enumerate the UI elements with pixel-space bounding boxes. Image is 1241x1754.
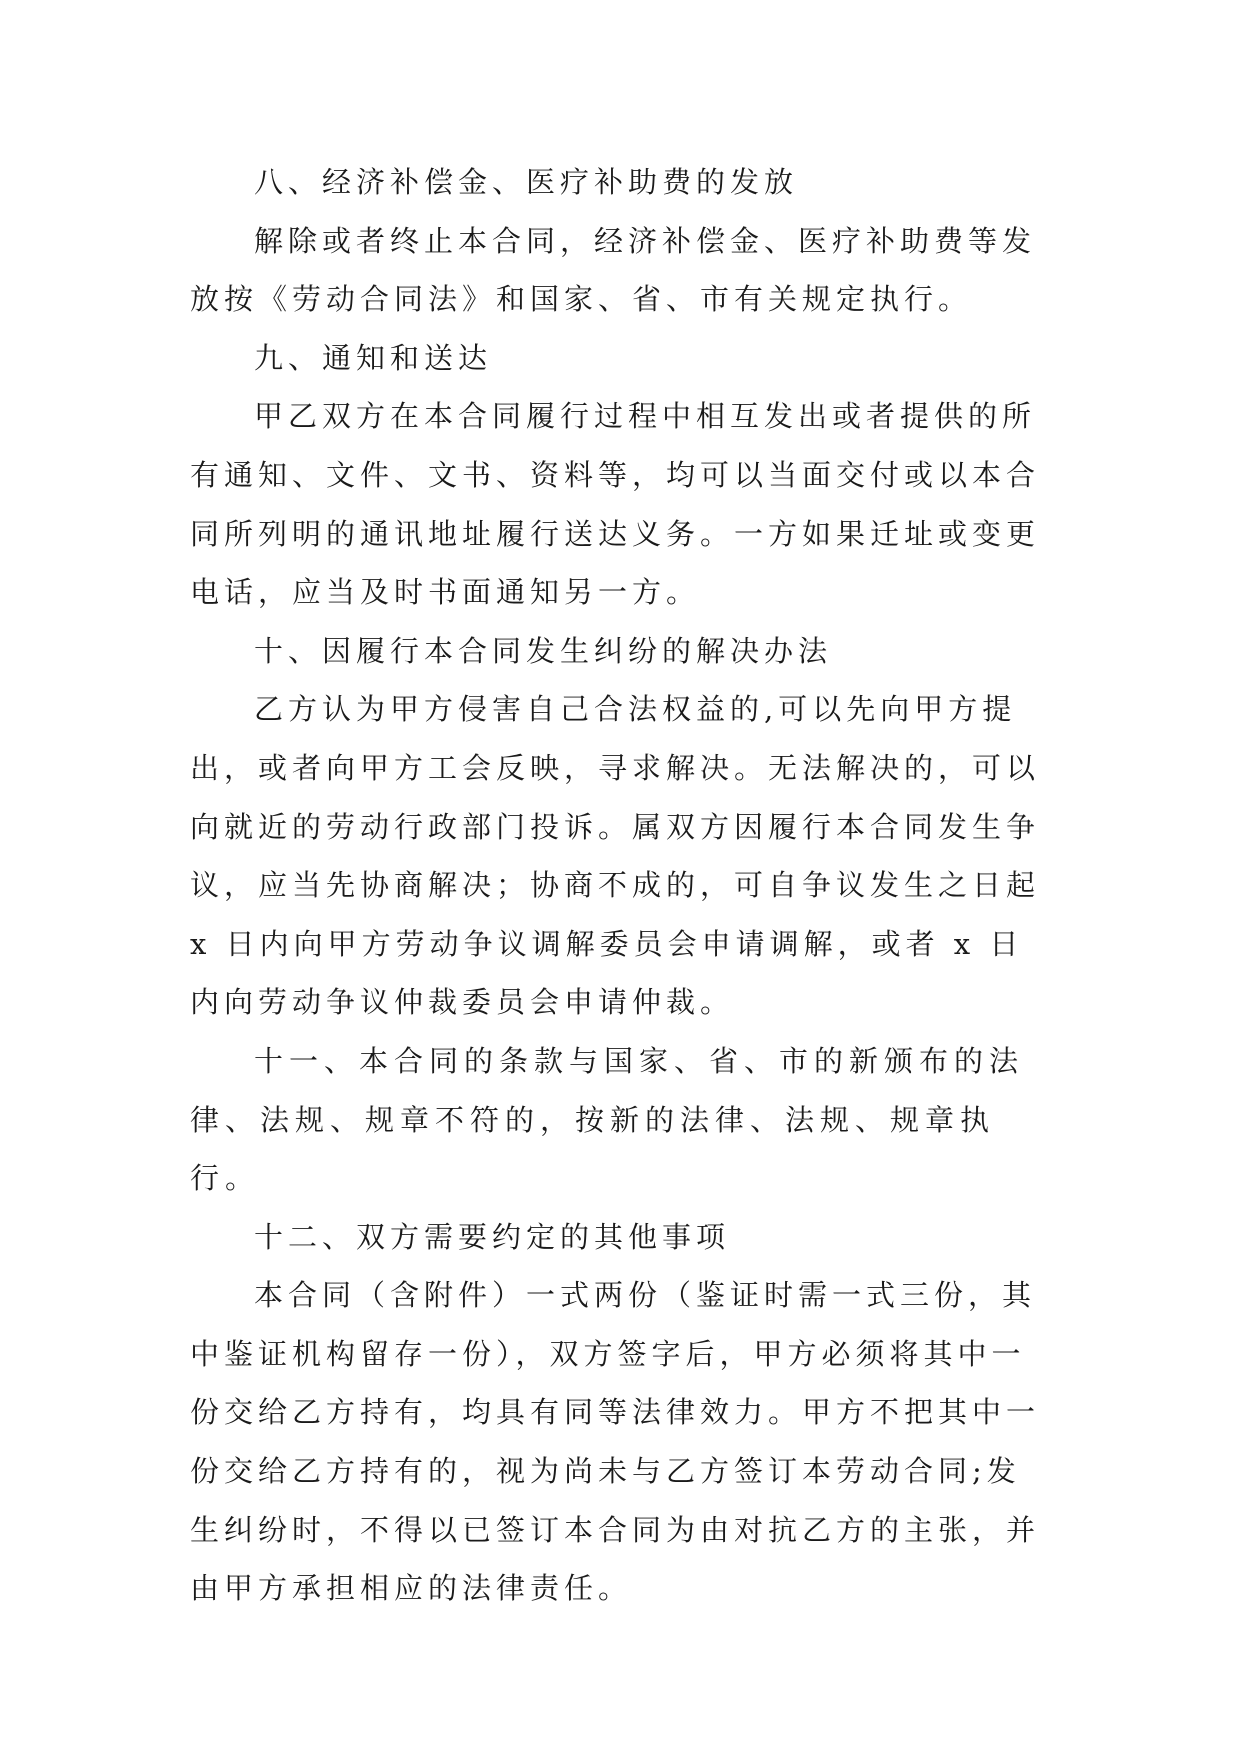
- section-12-heading: 十二、双方需要约定的其他事项: [254, 1219, 731, 1254]
- section-12-body: 本合同（含附件）一式两份（鉴证时需一式三份，其中鉴证机构留存一份），双方签字后，甲方必须将其中一份交给乙方持有，均具有同等法律效力。甲方不把其中一份交给乙方持有的，视为尚未与乙方签订本劳动合同;发生纠纷时，不得以已签订本合同为由对抗乙方的主张，并由甲方承担相应的法律责任。: [190, 1278, 1041, 1606]
- section-8-body: 解除或者终止本合同，经济补偿金、医疗补助费等发放按《劳动合同法》和国家、省、市有关规定执行。: [190, 223, 1037, 317]
- section-9-body: 甲乙双方在本合同履行过程中相互发出或者提供的所有通知、文件、文书、资料等，均可以当面交付或以本合同所列明的通讯地址履行送达义务。一方如果迁址或变更电话，应当及时书面通知另一方。: [190, 399, 1041, 610]
- section-9-heading: 九、通知和送达: [254, 340, 493, 375]
- section-10-heading: 十、因履行本合同发生纠纷的解决办法: [254, 633, 833, 668]
- section-10-body: 乙方认为甲方侵害自己合法权益的,可以先向甲方提出，或者向甲方工会反映，寻求解决。无法解决的，可以向就近的劳动行政部门投诉。属双方因履行本合同发生争议，应当先协商解决；协商不成的，可自争议发生之日起 x 日内向甲方劳动争议调解委员会申请调解，或者 x 日内向劳动争议仲裁委员会申请仲裁。: [190, 692, 1041, 1020]
- section-11-body: 十一、本合同的条款与国家、省、市的新颁布的法律、法规、规章不符的，按新的法律、法规、规章执行。: [190, 1043, 1025, 1196]
- document-body: [190, 153, 1050, 1618]
- section-8-heading: 八、经济补偿金、医疗补助费的发放: [254, 165, 799, 199]
